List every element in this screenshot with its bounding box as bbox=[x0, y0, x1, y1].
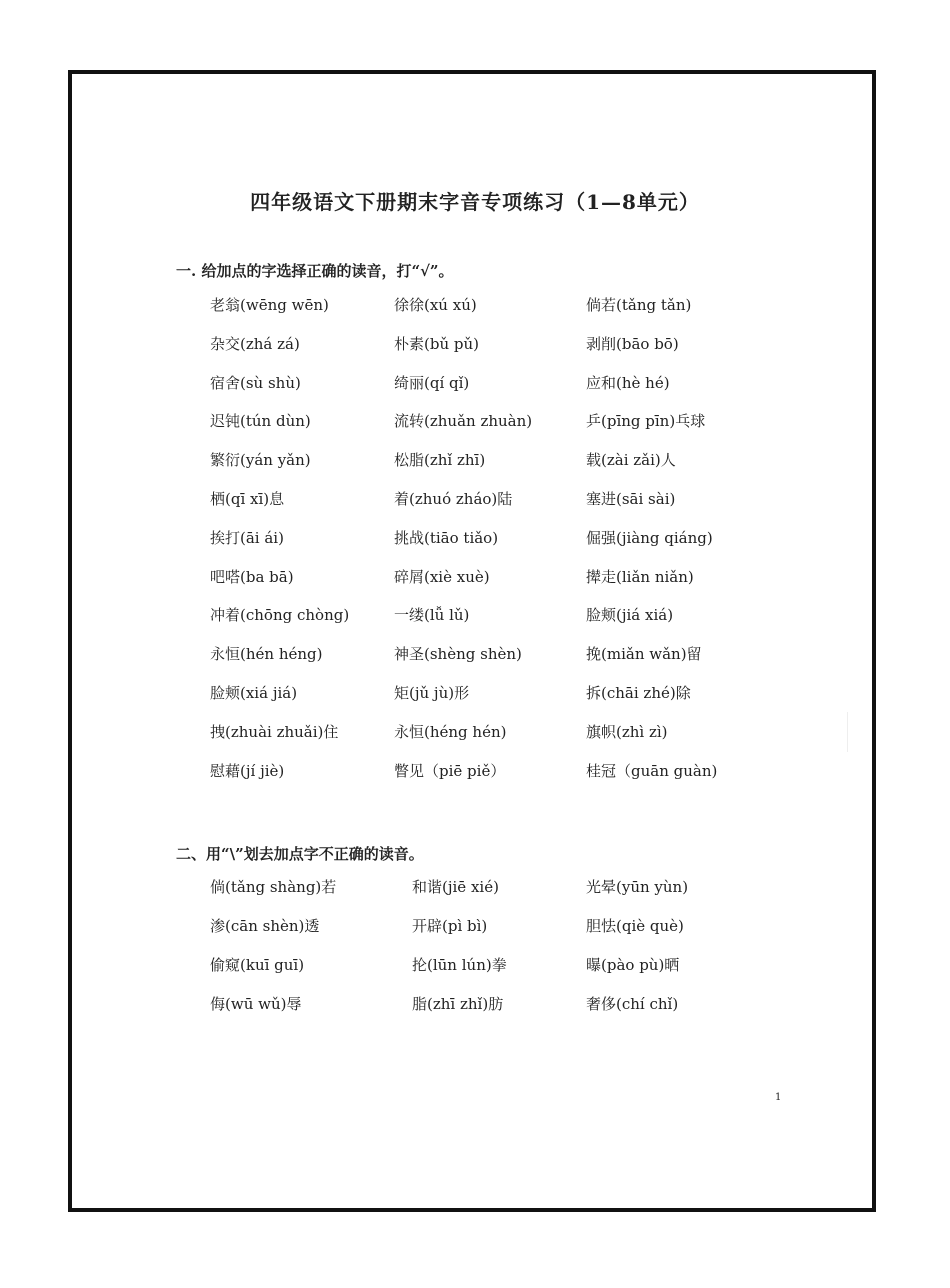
item: 倘(tǎng shàng)若 bbox=[210, 878, 337, 896]
item: 应和(hè hé) bbox=[586, 373, 670, 392]
item: 拽(zhuài zhuǎi)住 bbox=[210, 722, 339, 741]
item: 朴素(bǔ pǔ) bbox=[394, 334, 479, 353]
item: 繁衍(yán yǎn) bbox=[210, 451, 311, 470]
item: 流转(zhuǎn zhuàn) bbox=[394, 412, 533, 431]
item: 瞥见（piē piě） bbox=[394, 761, 506, 780]
item: 撵走(liǎn niǎn) bbox=[586, 567, 694, 586]
item: 挽(miǎn wǎn)留 bbox=[586, 645, 702, 664]
item: 松脂(zhǐ zhī) bbox=[394, 451, 486, 470]
item: 冲着(chōng chòng) bbox=[210, 606, 350, 625]
item: 宿舍(sù shù) bbox=[210, 373, 301, 392]
item: 迟钝(tún dùn) bbox=[210, 412, 311, 431]
item: 塞进(sāi sài) bbox=[586, 489, 676, 508]
section1-heading: 一. 给加点的字选择正确的读音，打“√”。 bbox=[176, 262, 454, 280]
item: 倘若(tǎng tǎn) bbox=[586, 296, 692, 314]
item: 碎屑(xiè xuè) bbox=[394, 567, 490, 586]
item: 徐徐(xú xú) bbox=[394, 296, 477, 314]
page-border bbox=[68, 70, 876, 1212]
item: 脸颊(xiá jiá) bbox=[210, 683, 298, 702]
item: 光晕(yūn yùn) bbox=[586, 878, 689, 896]
item: 剥削(bāo bō) bbox=[586, 334, 679, 353]
page-title: 四年级语文下册期末字音专项练习（1—8单元） bbox=[250, 190, 700, 214]
item: 杂交(zhá zá) bbox=[210, 334, 300, 353]
item: 曝(pào pù)晒 bbox=[586, 956, 680, 974]
item: 慰藉(jí jiè) bbox=[210, 761, 285, 780]
item: 侮(wū wǔ)辱 bbox=[210, 995, 302, 1013]
item: 开辟(pì bì) bbox=[412, 917, 488, 935]
item: 胆怯(qiè què) bbox=[586, 917, 684, 935]
item: 挑战(tiāo tiǎo) bbox=[394, 528, 499, 547]
item: 永恒(hén héng) bbox=[210, 645, 323, 664]
item: 挨打(āi ái) bbox=[210, 528, 284, 547]
item: 着(zhuó zháo)陆 bbox=[394, 489, 513, 508]
item: 脸颊(jiá xiá) bbox=[586, 606, 674, 625]
scan-mark bbox=[847, 712, 848, 752]
section2-heading: 二、用“\”划去加点字不正确的读音。 bbox=[176, 845, 424, 863]
item: 旗帜(zhì zì) bbox=[586, 722, 668, 741]
item: 倔强(jiàng qiáng) bbox=[586, 528, 713, 547]
item: 脂(zhī zhǐ)肪 bbox=[412, 995, 504, 1013]
item: 载(zài zǎi)人 bbox=[586, 451, 676, 470]
item: 老翁(wēng wēn) bbox=[210, 296, 329, 314]
item: 拆(chāi zhé)除 bbox=[586, 683, 691, 702]
item: 一缕(lǚ lǔ) bbox=[394, 606, 470, 625]
item: 乒(pīng pīn)乓球 bbox=[586, 412, 706, 431]
item: 桂冠（guān guàn) bbox=[586, 761, 718, 780]
item: 抡(lūn lún)拳 bbox=[412, 956, 507, 974]
item: 绮丽(qí qǐ) bbox=[394, 373, 470, 392]
item: 吧嗒(ba bā) bbox=[210, 567, 294, 586]
page-number: 1 bbox=[775, 1092, 782, 1103]
item: 奢侈(chí chǐ) bbox=[586, 995, 679, 1013]
item: 矩(jǔ jù)形 bbox=[394, 683, 470, 702]
item: 神圣(shèng shèn) bbox=[394, 645, 522, 664]
item: 和谐(jiē xié) bbox=[412, 878, 499, 896]
item: 偷窥(kuī guī) bbox=[210, 956, 305, 974]
item: 栖(qī xī)息 bbox=[210, 489, 285, 508]
item: 渗(cān shèn)透 bbox=[210, 917, 320, 935]
item: 永恒(héng hén) bbox=[394, 722, 507, 741]
